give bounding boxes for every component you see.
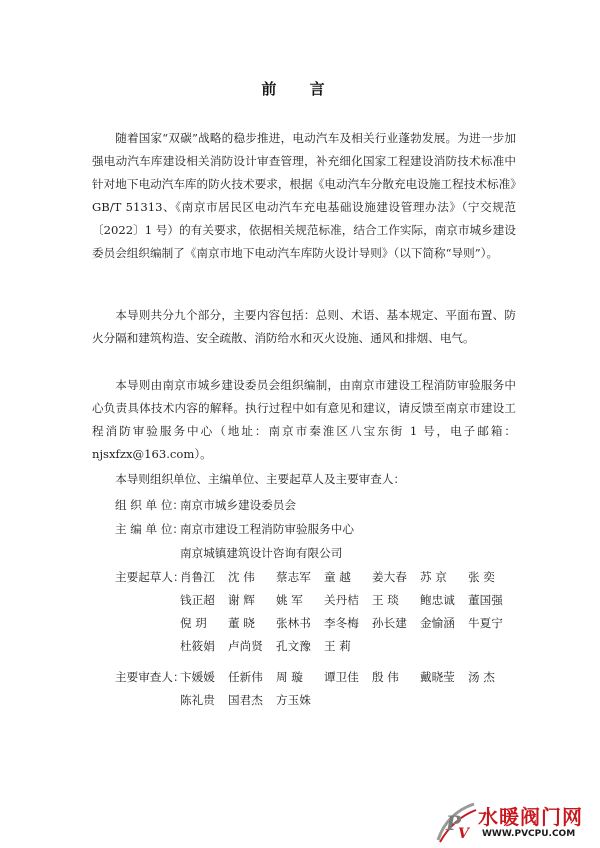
chief-editor-value-1: 南京市建设工程消防审验服务中心 [180,522,354,536]
svg-text:V: V [458,826,469,842]
organizer-row [115,494,296,517]
reviewers-name: 殷 伟 [372,670,399,684]
watermark-url: WWW.PVCPU.COM [482,829,576,839]
pv-logo-icon [434,800,478,844]
reviewers-name: 戴晓莹 [420,670,455,684]
organizer-label: 组 织 单 位： [115,498,185,512]
reviewers-name: 任新伟 [228,670,263,684]
drafters-name: 蔡志军 [276,570,311,584]
drafters-name: 王 琰 [372,593,399,607]
svg-text:P: P [446,811,462,835]
drafters-name: 金愉涵 [420,616,455,630]
reviewers-name: 汤 杰 [468,670,495,684]
reviewers-list [180,666,520,712]
drafters-name: 孙长建 [372,616,407,630]
drafters-name: 李冬梅 [324,616,359,630]
drafters-name: 童 越 [324,570,351,584]
preface-paragraph-3: 本导则由南京市城乡建设委员会组织编制，由南京市建设工程消防审验服务中心负责具体技术内容的解释。执行过程中如有意见和建议，请反馈至南京市建设工程消防审验服务中心（地址：南京市秦淮区八宝东街 1 号，电子邮箱：njsxfzx@163.com）。 [92,378,516,461]
site-watermark [428,796,600,848]
reviewers-name: 谭卫佳 [324,670,359,684]
drafters-name: 张 奕 [468,570,495,584]
drafters-name: 肖鲁江 [180,570,215,584]
drafters-name: 王 莉 [324,639,351,653]
drafters-name: 孔文豫 [276,639,311,653]
chief-editor-row [115,518,354,541]
drafters-name: 倪 玥 [180,616,207,630]
reviewers-name: 方玉姝 [276,693,311,707]
reviewers-name: 周 璇 [276,670,303,684]
drafters-name: 姜大春 [372,570,407,584]
preface-paragraph-4: 本导则组织单位、主编单位、主要起草人及主要审查人： [115,472,406,486]
reviewers-name: 陈礼贵 [180,693,215,707]
chief-editor-label: 主 编 单 位： [115,522,185,536]
chief-editor-value-2: 南京城镇建筑设计咨询有限公司 [180,546,343,560]
organizer-value: 南京市城乡建设委员会 [180,498,296,512]
preface-paragraph-1: 随着国家“双碳”战略的稳步推进，电动汽车及相关行业蓬勃发展。为进一步加强电动汽车库建设相关消防设计审查管理，补充细化国家工程建设消防技术标准中针对地下电动汽车库的防火技术要求，根据《电动汽车分散充电设施工程技术标准》GB/T 51313、《南京市居民区电动汽车充电基础设施建设管理办法》（宁交规范〔2022〕1 号）的有关要求，依据相关规范标准，结合工作实际，南京市城乡建设委员会组织编制了《南京市地下电动汽车库防火设计导则》（以下简称“导则”）。 [92,131,516,260]
drafters-name: 沈 伟 [228,570,255,584]
drafters-name: 鲍忠诚 [420,593,455,607]
drafters-name: 谢 辉 [228,593,255,607]
drafters-name: 钱正超 [180,593,215,607]
chief-editor-row-2 [180,542,342,565]
reviewers-name: 国君杰 [228,693,263,707]
drafters-label: 主要起草人： [115,570,185,584]
preface-paragraph-2: 本导则共分九个部分，主要内容包括：总则、术语、基本规定、平面布置、防火分隔和建筑构造、安全疏散、消防给水和灭火设施、通风和排烟、电气。 [92,308,516,345]
drafters-name: 关丹桔 [324,593,359,607]
drafters-name: 董国强 [468,593,503,607]
drafters-name: 杜筱娟 [180,639,215,653]
watermark-site-name: 水暖阀门网 [478,805,583,829]
drafters-name: 姚 军 [276,593,303,607]
reviewers-name: 卞媛媛 [180,670,215,684]
page-title: 前 言 [261,80,339,98]
drafters-name: 牛夏宁 [468,616,503,630]
drafters-list [180,566,520,658]
reviewers-label: 主要审查人： [115,670,185,684]
drafters-name: 苏 京 [420,570,447,584]
drafters-name: 卢尚贤 [228,639,263,653]
drafters-name: 董 晓 [228,616,255,630]
drafters-name: 张林书 [276,616,311,630]
